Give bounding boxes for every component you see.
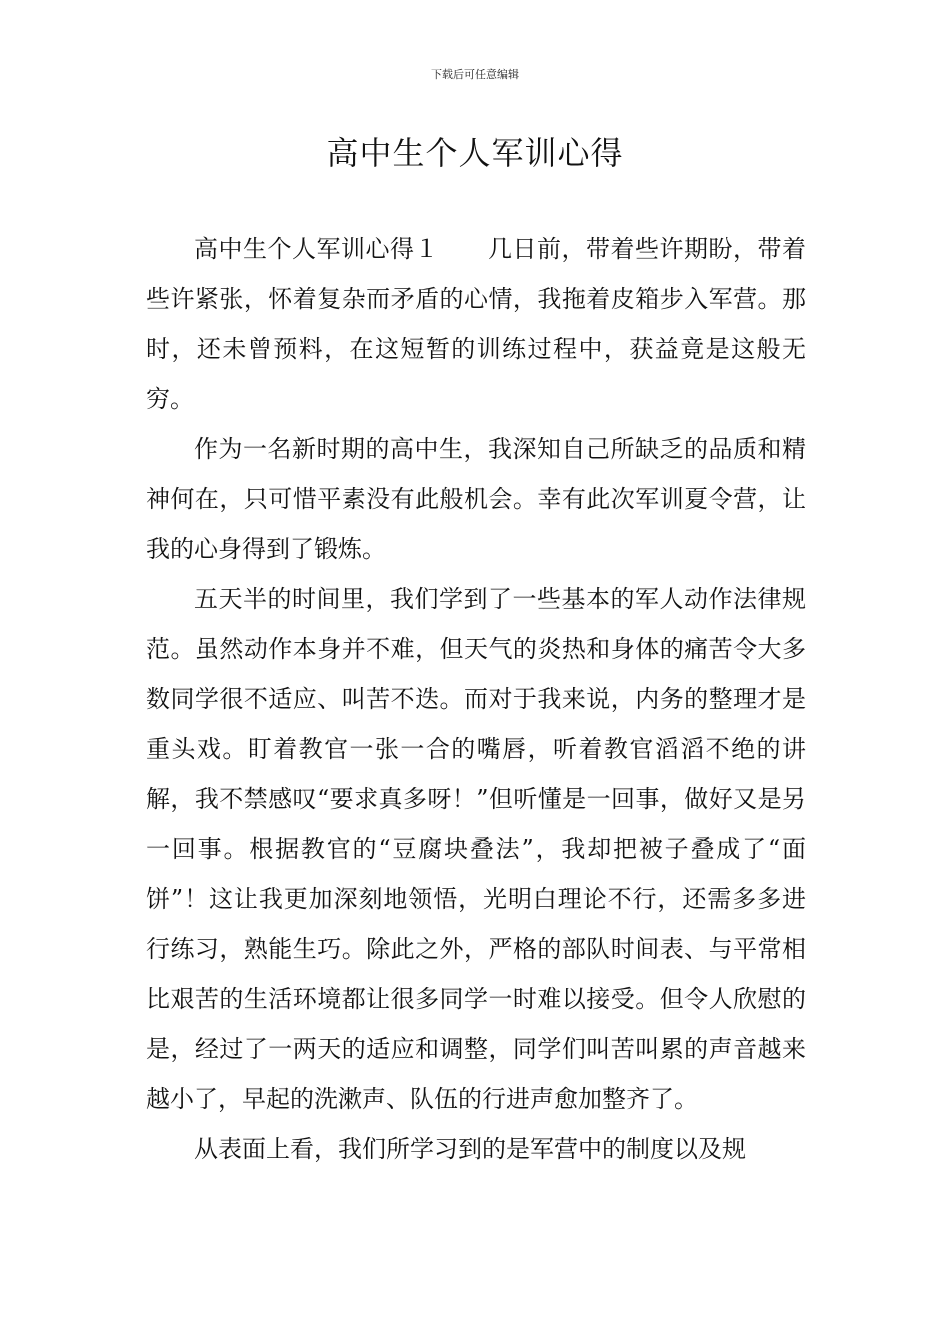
paragraph-3: 五天半的时间里，我们学到了一些基本的军人动作法律规范。虽然动作本身并不难，但天气的炎热和身体的痛苦令大多数同学很不适应、叫苦不迭。而对于我来说，内务的整理才是重头戏。盯着教官一张一合的嘴唇，听着教官滔滔不绝的讲解，我不禁感叹“要求真多呀！”但听懂是一回事，做好又是另一回事。根据教官的“豆腐块叠法”，我却把被子叠成了“面饼”！这让我更加深刻地领悟，光明白理论不行，还需多多进行练习，熟能生巧。除此之外，严格的部队时间表、与平常相比艰苦的生活环境都让很多同学一时难以接受。但令人欣慰的是，经过了一两天的适应和调整，同学们叫苦叫累的声音越来越小了，早起的洗漱声、队伍的行进声愈加整齐了。 — [146, 585, 806, 1113]
paragraph-1: 高中生个人军训心得１ 几日前，带着些许期盼，带着些许紧张，怀着复杂而矛盾的心情，我拖着皮箱步入军营。那时，还未曾预料，在这短暂的训练过程中，获益竟是这般无穷。 — [146, 235, 806, 413]
paragraph-4: 从表面上看，我们所学习到的是军营中的制度以及规 — [194, 1135, 746, 1163]
header-note: 下载后可任意编辑 — [431, 68, 519, 81]
document-body — [146, 224, 806, 1174]
paragraph-2: 作为一名新时期的高中生，我深知自己所缺乏的品质和精神何在，只可惜平素没有此般机会。幸有此次军训夏令营，让我的心身得到了锻炼。 — [146, 435, 806, 563]
document-title: 高中生个人军训心得 — [326, 134, 624, 172]
